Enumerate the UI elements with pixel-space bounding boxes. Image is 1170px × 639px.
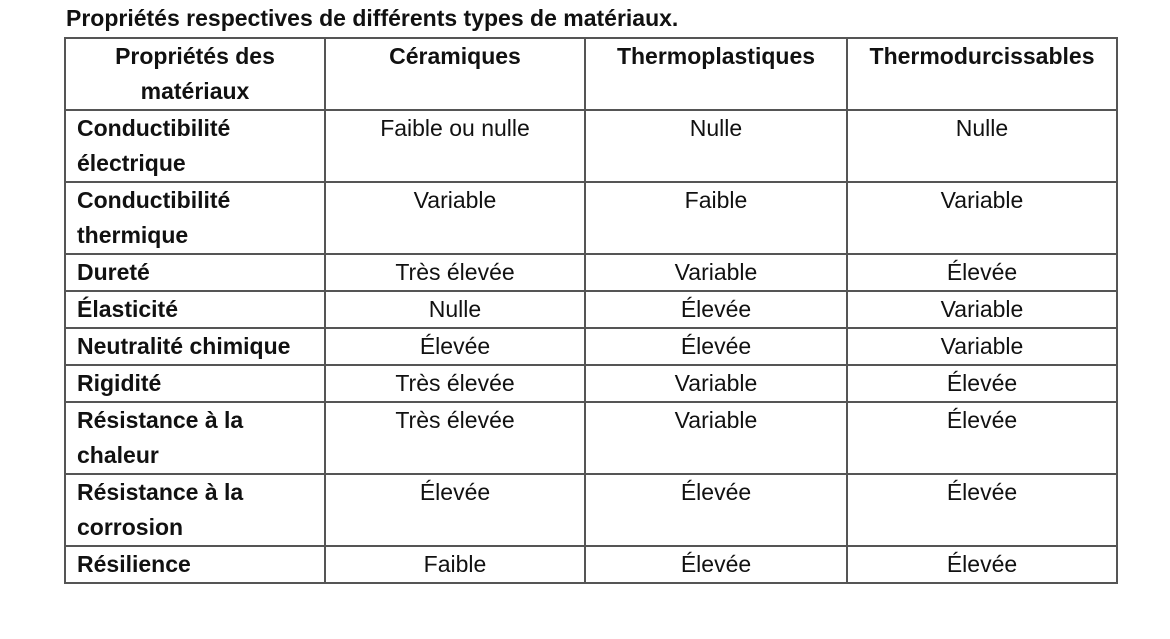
cell-value: Élevée <box>847 365 1117 402</box>
cell-value: Très élevée <box>325 254 585 291</box>
cell-value: Élevée <box>847 546 1117 583</box>
table-row <box>65 110 1117 182</box>
table-row <box>65 182 1117 254</box>
cell-value: Élevée <box>847 254 1117 291</box>
cell-value: Élevée <box>847 474 1117 546</box>
row-header: Résilience <box>65 546 325 583</box>
cell-value: Variable <box>585 254 847 291</box>
row-header: Résistance à la chaleur <box>65 402 325 474</box>
row-header: Conductibilité électrique <box>65 110 325 182</box>
column-header-properties: Propriétés des matériaux <box>65 38 325 110</box>
table-row <box>65 365 1117 402</box>
cell-value: Faible <box>585 182 847 254</box>
cell-value: Variable <box>847 291 1117 328</box>
table-row <box>65 546 1117 583</box>
row-header: Dureté <box>65 254 325 291</box>
cell-value: Faible ou nulle <box>325 110 585 182</box>
row-header: Rigidité <box>65 365 325 402</box>
cell-value: Élevée <box>847 402 1117 474</box>
cell-value: Nulle <box>585 110 847 182</box>
row-header: Neutralité chimique <box>65 328 325 365</box>
cell-value: Très élevée <box>325 365 585 402</box>
cell-value: Variable <box>847 328 1117 365</box>
table-row <box>65 474 1117 546</box>
cell-value: Élevée <box>585 291 847 328</box>
cell-value: Variable <box>585 402 847 474</box>
cell-value: Faible <box>325 546 585 583</box>
cell-value: Élevée <box>325 474 585 546</box>
cell-value: Très élevée <box>325 402 585 474</box>
cell-value: Nulle <box>847 110 1117 182</box>
cell-value: Variable <box>325 182 585 254</box>
cell-value: Variable <box>847 182 1117 254</box>
column-header-thermodurcissables: Thermodurcissables <box>847 38 1117 110</box>
column-header-ceramiques: Céramiques <box>325 38 585 110</box>
cell-value: Variable <box>585 365 847 402</box>
cell-value: Élevée <box>325 328 585 365</box>
properties-table <box>64 37 1118 584</box>
table-row <box>65 291 1117 328</box>
cell-value: Élevée <box>585 546 847 583</box>
row-header: Résistance à la corrosion <box>65 474 325 546</box>
row-header: Élasticité <box>65 291 325 328</box>
table-row <box>65 254 1117 291</box>
table-row <box>65 328 1117 365</box>
table-row <box>65 402 1117 474</box>
cell-value: Nulle <box>325 291 585 328</box>
cell-value: Élevée <box>585 328 847 365</box>
cell-value: Élevée <box>585 474 847 546</box>
table-header-row <box>65 38 1117 110</box>
document-title: Propriétés respectives de différents types de matériaux. <box>66 5 679 31</box>
row-header: Conductibilité thermique <box>65 182 325 254</box>
column-header-thermoplastiques: Thermoplastiques <box>585 38 847 110</box>
